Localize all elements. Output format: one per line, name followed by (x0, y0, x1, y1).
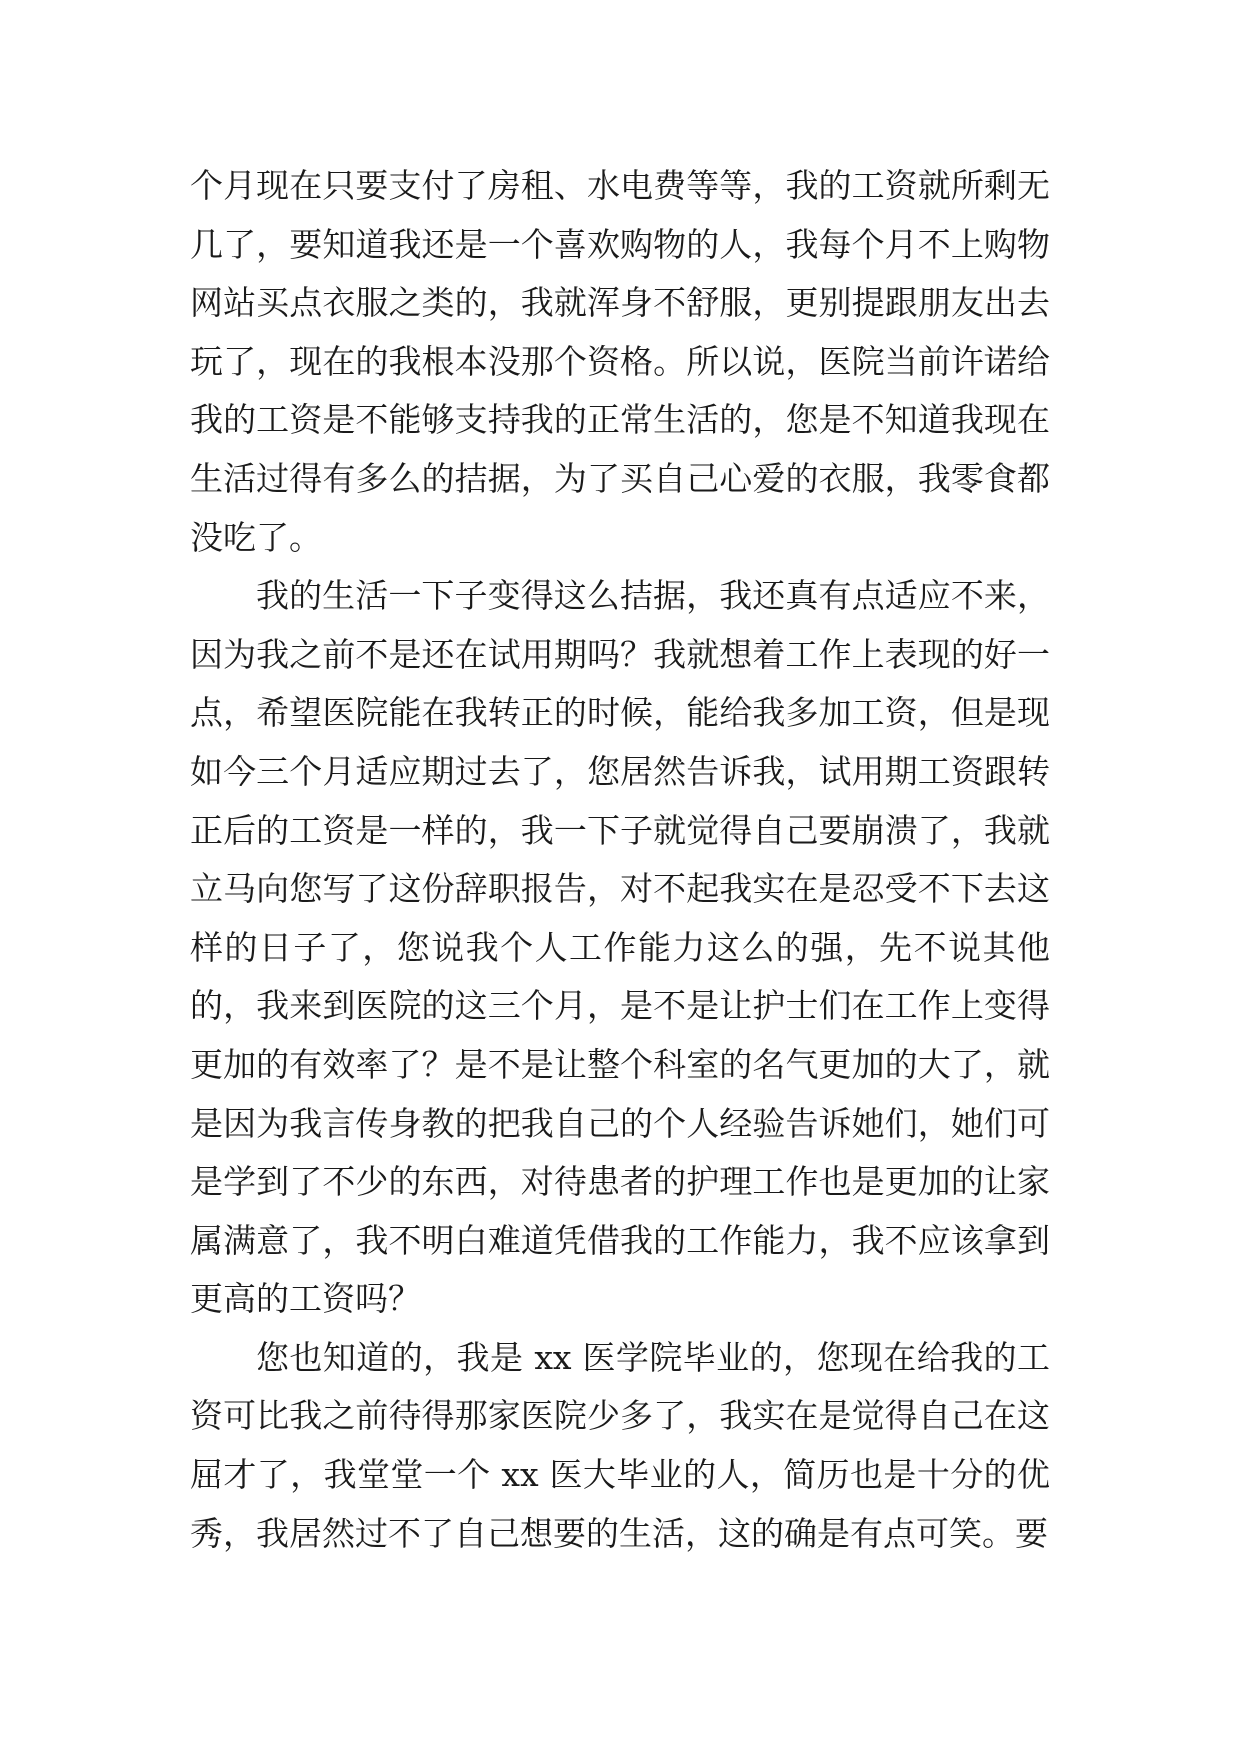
paragraph-2: 我的生活一下子变得这么拮据，我还真有点适应不来，因为我之前不是还在试用期吗？我就想着工作上表现的好一点，希望医院能在我转正的时候，能给我多加工资，但是现如今三个月适应期过去了，您居然告诉我，试用期工资跟转正后的工资是一样的，我一下子就觉得自己要崩溃了，我就立马向您写了这份辞职报告，对不起我实在是忍受不下去这样的日子了，您说我个人工作能力这么的强，先不说其他的，我来到医院的这三个月，是不是让护士们在工作上变得更加的有效率了？是不是让整个科室的名气更加的大了，就是因为我言传身教的把我自己的个人经验告诉她们，她们可是学到了不少的东西，对待患者的护理工作也是更加的让家属满意了，我不明白难道凭借我的工作能力，我不应该拿到更高的工资吗？ (190, 576, 1050, 1319)
paragraph-1: 个月现在只要支付了房租、水电费等等，我的工资就所剩无几了，要知道我还是一个喜欢购物的人，我每个月不上购物网站买点衣服之类的，我就浑身不舒服，更别提跟朋友出去玩了，现在的我根本没那个资格。所以说，医院当前许诺给我的工资是不能够支持我的正常生活的，您是不知道我现在生活过得有多么的拮据，为了买自己心爱的衣服，我零食都没吃了。 (190, 166, 1050, 557)
document-body (190, 157, 1050, 1563)
paragraph-3: 您也知道的，我是 xx 医学院毕业的，您现在给我的工资可比我之前待得那家医院少多了，我实在是觉得自己在这屈才了，我堂堂一个 xx 医大毕业的人，简历也是十分的优秀，我居然过不了自己想要的生活，这的确是有点可笑。要 (190, 1337, 1050, 1553)
